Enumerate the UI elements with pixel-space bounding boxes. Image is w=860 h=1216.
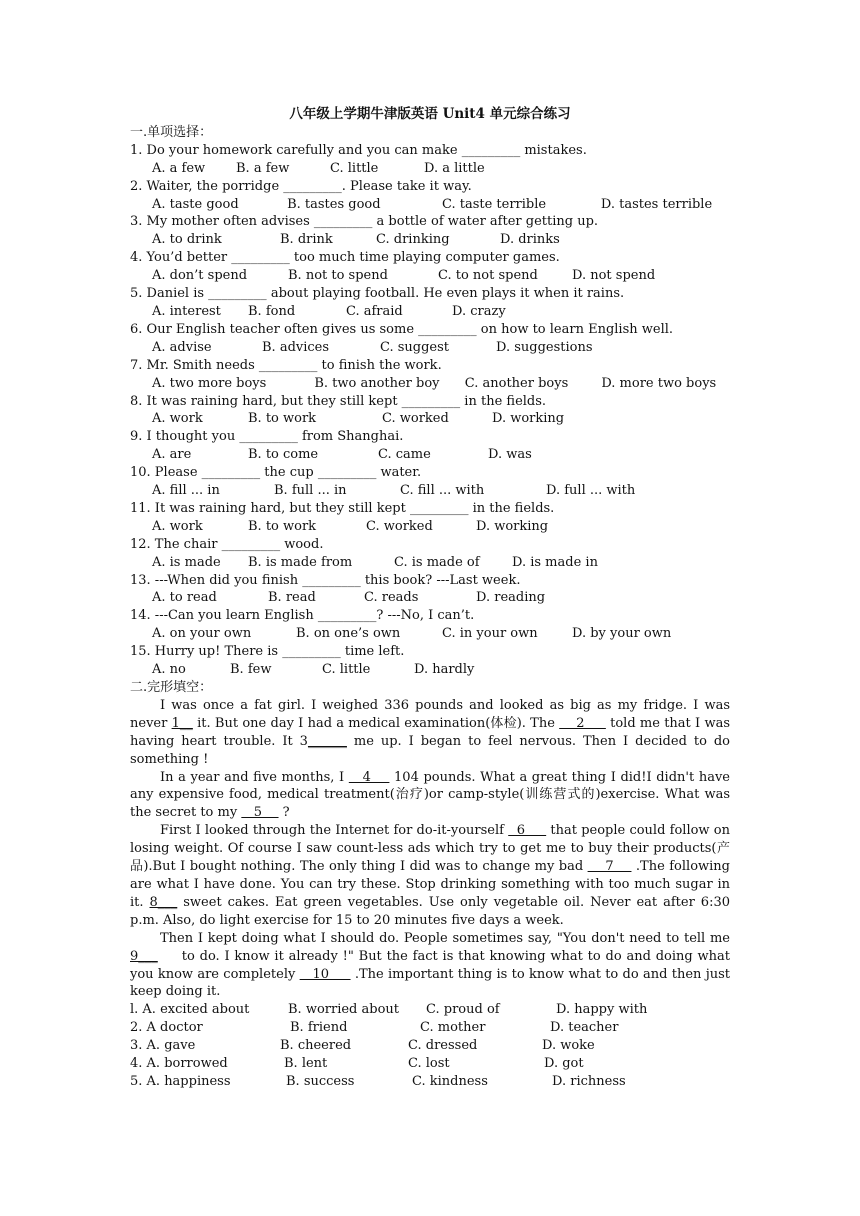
question-stem: 3. My mother often advises _________ a bottle of water after getting up.: [130, 214, 599, 230]
option-b: B. success: [286, 1073, 355, 1089]
cloze-option-row: [130, 1055, 730, 1073]
option-c: C. afraid: [346, 303, 403, 319]
option-a: A. on your own: [152, 626, 252, 642]
option-b: B. on one’s own: [296, 626, 401, 642]
passage-text: In a year and five months, I: [160, 769, 349, 785]
blank-8: 8___: [149, 894, 178, 910]
question-options: [130, 554, 730, 572]
blank-7: 7: [587, 859, 632, 875]
question-stem: 12. The chair _________ wood.: [130, 536, 324, 552]
question-stem: 2. Waiter, the porridge _________. Please take it way.: [130, 178, 472, 194]
question-list: [130, 142, 730, 679]
option-c: C. taste terrible: [441, 196, 547, 212]
page-title: 八年级上学期牛津版英语 Unit4 单元综合练习: [289, 106, 571, 122]
option-c: C. kindness: [412, 1073, 488, 1089]
option-c: C. is made of: [394, 554, 480, 570]
blank-2: 2: [559, 715, 606, 731]
passage-text: 104 pounds. What a great thing I did!I didn't have any expensive food, medical treatment(治疗)or camp-style(训练营式的)exercise. What was the secret to my: [130, 769, 730, 821]
option-d: D. tastes terrible: [600, 196, 713, 212]
question-options: [130, 196, 730, 214]
option-a: A. to read: [152, 590, 217, 606]
option-b: B. cheered: [280, 1038, 352, 1054]
option-a: A. no: [152, 662, 186, 678]
option-a: A. taste good: [152, 196, 239, 212]
option-d: D. hardly: [414, 662, 475, 678]
passage-text: .The important thing is to know what to do and then just keep doing it.: [130, 966, 730, 1000]
option-d: D. suggestions: [496, 339, 593, 355]
passage-paragraph-4: [130, 930, 735, 1002]
question-options: [130, 482, 730, 500]
question-stem: 7. Mr. Smith needs _________ to finish the work.: [130, 357, 442, 373]
passage-text: sweet cakes. Eat green vegetables. Use only vegetable oil. Never eat after 6:30 p.m. Also, do light exercise for 15 to 20 minutes five days a week.: [130, 894, 730, 928]
blank-3: ______: [307, 733, 347, 749]
passage-paragraph-2: [130, 769, 730, 823]
option-c: C. worked: [382, 411, 449, 427]
option-d: D. not spend: [572, 268, 656, 284]
option-c: C. worked: [366, 518, 433, 534]
option-c: C. drinking: [376, 232, 450, 248]
option-d: D. drinks: [500, 232, 560, 248]
question-options: [130, 518, 730, 536]
question-options: [130, 410, 730, 428]
option-a: A. is made: [152, 554, 221, 570]
option-d: D. teacher: [550, 1020, 619, 1036]
passage-text: told me that I was having heart trouble. It 3: [130, 715, 730, 749]
worksheet-page: [130, 106, 735, 1091]
option-b: B. to work: [248, 518, 317, 534]
option-d: D. a little: [424, 160, 485, 176]
option-c: C. in your own: [442, 626, 538, 642]
question-options: [130, 589, 730, 607]
blank-5: 5: [241, 805, 279, 821]
option-d: D. reading: [476, 590, 546, 606]
blank-4: 4: [348, 769, 390, 785]
question-options: [130, 339, 730, 357]
cloze-item-stem: 2. A doctor: [130, 1020, 203, 1036]
cloze-item-stem: 5. A. happiness: [130, 1073, 231, 1089]
option-d: D. is made in: [512, 554, 598, 570]
passage-text: I was once a fat girl. I weighed 336 pounds and looked as big as my fridge. I was never: [130, 697, 730, 731]
option-d: D. by your own: [572, 626, 672, 642]
option-a: A. two more boys: [152, 375, 267, 391]
option-c: C. to not spend: [438, 268, 538, 284]
passage-text: Then I kept doing what I should do. People sometimes say, "You don't need to tell me: [160, 930, 730, 946]
option-c: C. reads: [364, 590, 419, 606]
question-stem: 4. You’d better _________ too much time playing computer games.: [130, 250, 560, 266]
option-b: B. lent: [284, 1056, 328, 1072]
blank-9: 9___: [130, 948, 158, 964]
option-b: B. to work: [248, 411, 317, 427]
option-b: B. tastes good: [287, 196, 381, 212]
cloze-option-row: [130, 1037, 730, 1055]
option-c: C. came: [378, 447, 431, 463]
cloze-option-row: [130, 1001, 730, 1019]
question-options: [130, 625, 730, 643]
passage-text: ?: [278, 805, 290, 821]
question-options: [130, 231, 730, 249]
option-b: B. advices: [262, 339, 330, 355]
option-c: C. fill ... with: [400, 483, 485, 499]
cloze-item-stem: 4. A. borrowed: [130, 1056, 228, 1072]
option-d: D. woke: [542, 1038, 595, 1054]
option-d: D. was: [488, 447, 532, 463]
cloze-item-stem: 3. A. gave: [130, 1038, 196, 1054]
option-c: C. suggest: [380, 339, 450, 355]
cloze-item-stem: l. A. excited about: [130, 1002, 250, 1018]
option-d: D. working: [476, 518, 549, 534]
passage-paragraph-1: [130, 697, 730, 769]
option-b: B. two another boy: [314, 375, 440, 391]
question-options: [130, 375, 730, 393]
option-d: D. crazy: [452, 303, 506, 319]
passage-text: First I looked through the Internet for do-it-yourself: [160, 823, 509, 839]
option-a: A. interest: [152, 303, 221, 319]
passage-text: to do. I know it already !" But the fact is that knowing what to do and doing what you know are completely: [130, 948, 735, 982]
question-options: [130, 303, 730, 321]
option-a: A. to drink: [152, 232, 222, 248]
option-b: B. a few: [236, 160, 290, 176]
question-options: [130, 160, 730, 178]
blank-10: 10: [299, 966, 351, 982]
cloze-option-row: [130, 1073, 730, 1091]
option-b: B. not to spend: [288, 268, 388, 284]
option-b: B. few: [230, 662, 272, 678]
option-b: B. worried about: [288, 1002, 400, 1018]
question-stem: 13. ---When did you finish _________ this book? ---Last week.: [130, 572, 521, 588]
option-a: A. are: [152, 447, 192, 463]
option-c: C. mother: [420, 1020, 486, 1036]
option-a: A. work: [152, 411, 203, 427]
option-b: B. full ... in: [274, 483, 347, 499]
passage-text: it. But one day I had a medical examination(体检). The: [192, 715, 560, 731]
option-c: C. lost: [408, 1056, 450, 1072]
passage-text: that people could follow on losing weight. Of course I saw count-less ads which try to get me to buy their products(产品).But I bought nothing. The only thing I did was to change my bad: [130, 823, 730, 875]
option-c: C. little: [322, 662, 371, 678]
cloze-option-row: [130, 1019, 730, 1037]
option-b: B. drink: [280, 232, 333, 248]
option-d: D. happy with: [556, 1002, 648, 1018]
question-options: [130, 446, 730, 464]
question-stem: 15. Hurry up! There is _________ time left.: [130, 644, 405, 660]
option-a: A. fill ... in: [152, 483, 220, 499]
question-options: [130, 661, 730, 679]
option-a: A. advise: [152, 339, 212, 355]
option-a: A. don’t spend: [152, 268, 248, 284]
question-stem: 5. Daniel is _________ about playing football. He even plays it when it rains.: [130, 286, 625, 302]
option-c: C. dressed: [408, 1038, 478, 1054]
passage-text: .The following are what I have done. You can try these. Stop drinking something with too much sugar in it.: [130, 859, 730, 910]
option-d: D. working: [492, 411, 565, 427]
option-d: D. more two boys: [601, 375, 717, 391]
option-b: B. is made from: [248, 554, 353, 570]
blank-6: 6: [508, 823, 547, 839]
question-stem: 1. Do your homework carefully and you can make _________ mistakes.: [130, 142, 587, 158]
passage-paragraph-3: [130, 822, 730, 929]
option-b: B. friend: [290, 1020, 348, 1036]
section-heading-single-choice: 一.单项选择：: [130, 124, 213, 140]
option-b: B. fond: [248, 303, 296, 319]
question-options: [130, 267, 730, 285]
question-stem: 8. It was raining hard, but they still kept _________ in the fields.: [130, 393, 547, 409]
question-stem: 14. ---Can you learn English _________? ---No, I can’t.: [130, 608, 475, 624]
cloze-option-list: [130, 1001, 730, 1091]
option-c: C. little: [330, 160, 379, 176]
question-stem: 6. Our English teacher often gives us some _________ on how to learn English well.: [130, 321, 674, 337]
question-stem: 11. It was raining hard, but they still kept _________ in the fields.: [130, 500, 555, 516]
option-a: A. work: [152, 518, 203, 534]
option-d: D. full ... with: [546, 483, 636, 499]
option-a: A. a few: [152, 160, 206, 176]
blank-1: 1__: [171, 715, 193, 731]
option-c: C. another boys: [464, 375, 569, 391]
option-d: D. richness: [552, 1073, 626, 1089]
option-d: D. got: [544, 1056, 584, 1072]
option-b: B. to come: [248, 447, 319, 463]
section-heading-cloze: 二.完形填空：: [130, 680, 213, 695]
question-stem: 9. I thought you _________ from Shanghai.: [130, 429, 404, 445]
passage-text: me up. I began to feel nervous. Then I decided to do something !: [130, 733, 730, 767]
question-stem: 10. Please _________ the cup _________ water.: [130, 465, 422, 481]
option-c: C. proud of: [426, 1002, 500, 1018]
option-b: B. read: [268, 590, 316, 606]
